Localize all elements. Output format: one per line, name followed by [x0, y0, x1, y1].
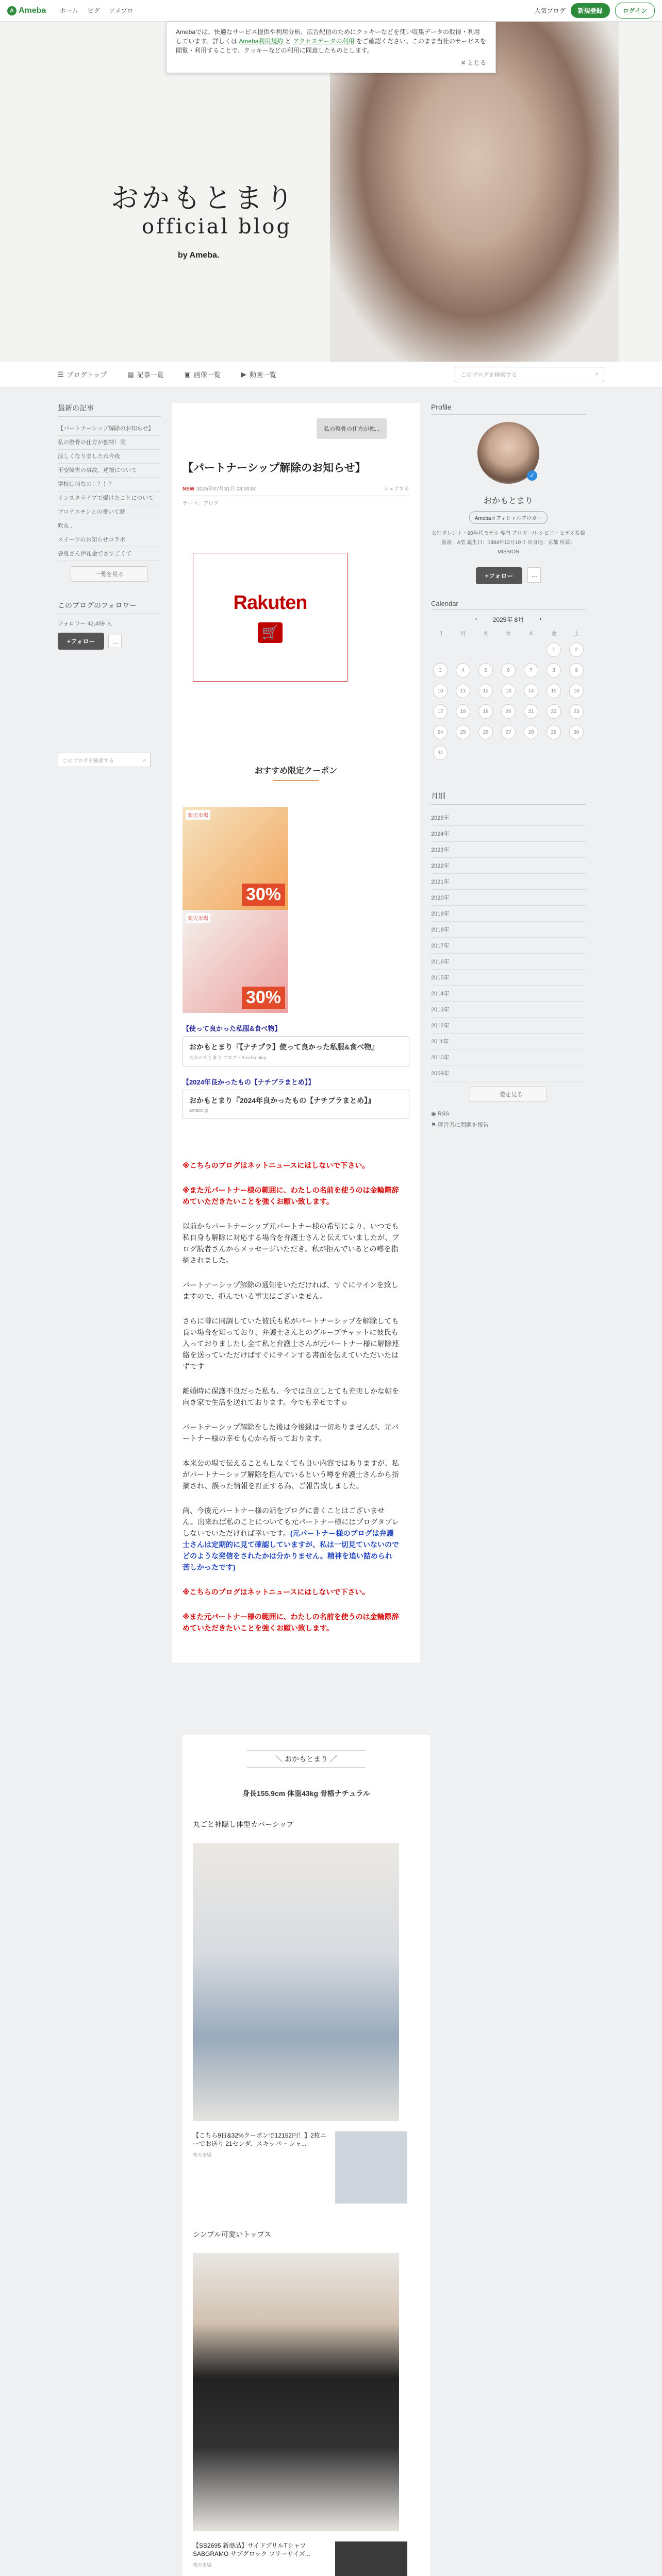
card1-desc: たおかもとまり ブログ・Ameba.blog — [189, 1055, 267, 1060]
paragraph-4: 離婚時に保護不良だった私も、今では自立しとても充実しかな朝を向き家で生活を送れております。今でも幸せです☺︎ — [183, 1387, 399, 1406]
by-ameba-label: by Ameba. — [178, 251, 220, 260]
product-1-title: 【こちら9日&32%クーポンで12152円！】2枚ニーでお送り 21センダ、スキッパー シャ... — [193, 2132, 326, 2147]
latest-item[interactable]: 涼しくなりましたね今夜 — [58, 450, 161, 464]
follower-box — [58, 600, 161, 650]
calendar-day[interactable]: 15 — [547, 684, 561, 698]
nav-video-list-label: 動画一覧 — [249, 371, 276, 379]
archive-item[interactable]: 2018年 — [431, 922, 586, 938]
access-data-link[interactable]: アクセスデータの利用 — [293, 38, 355, 45]
coupon-images — [172, 807, 420, 1118]
calendar-day[interactable]: 18 — [456, 704, 470, 719]
nav-ameblo[interactable]: アメブロ — [109, 7, 134, 14]
post-date: 2025年07月31日 08:00:00 — [196, 486, 257, 492]
archive-item[interactable]: 2015年 — [431, 970, 586, 986]
archive-item[interactable]: 2009年 — [431, 1065, 586, 1081]
share-link[interactable]: シェアする — [384, 486, 409, 492]
paragraph-1: 以前からパートナーシップ元パートナー様の希望により、いつでも私自身も解除に対応する場合を弁護士さんと伝えていましたが、ブログ読者さんからメッセージいただき、私が拒んでいるとの噂を指摘されました。 — [183, 1222, 399, 1264]
archive-more-button[interactable]: 一覧を見る — [470, 1087, 547, 1102]
archive-title: 月別 — [431, 791, 586, 805]
product-2-shop: 楽天市場 — [193, 2563, 212, 2568]
more-options-icon[interactable]: … — [527, 567, 541, 583]
nav-video-list[interactable] — [241, 369, 276, 379]
weekday: 火 — [483, 631, 488, 637]
calendar-day[interactable]: 20 — [501, 704, 516, 719]
paragraph-2: パートナーシップ解除の通知をいただければ、すぐにサインを致しますので、拒んでいる事実はございません。 — [183, 1281, 399, 1300]
calendar-title: Calendar — [431, 600, 586, 610]
cookie-text-mid: と — [285, 38, 291, 45]
latest-item[interactable]: 吹＆... — [58, 519, 161, 533]
calendar-day[interactable]: 29 — [547, 725, 561, 739]
profile-card — [431, 403, 586, 584]
fashion-photo-1[interactable] — [193, 1843, 399, 2121]
blog-card[interactable] — [183, 1090, 409, 1118]
archive-item[interactable]: 2016年 — [431, 954, 586, 970]
archive-item[interactable]: 2022年 — [431, 858, 586, 874]
calendar-day[interactable]: 25 — [456, 725, 470, 739]
product-row[interactable] — [193, 2541, 430, 2576]
rss-link[interactable] — [431, 1108, 586, 1120]
coupon-tag: 楽天市場 — [186, 913, 210, 923]
top-actions — [535, 3, 655, 19]
archive-item[interactable]: 2021年 — [431, 874, 586, 890]
calendar-month: 2025年 8月 — [492, 616, 524, 623]
card2-desc: amebo.jp — [189, 1108, 209, 1113]
weekday: 日 — [438, 631, 443, 637]
nav-blog-top[interactable] — [58, 369, 107, 379]
rakuten-ad[interactable] — [193, 553, 347, 682]
register-button[interactable]: 新規登録 — [571, 3, 610, 18]
archive-item[interactable]: 2020年 — [431, 890, 586, 906]
post-body — [172, 1118, 420, 1634]
latest-item[interactable]: 私の整骨の仕方が独特！笑 — [58, 436, 161, 450]
coupon-underline — [273, 780, 319, 781]
verified-icon: ✓ — [527, 470, 537, 481]
nav-image-list-label: 画像一覧 — [193, 371, 221, 379]
login-button[interactable]: ログイン — [615, 3, 655, 19]
product-thumb[interactable] — [335, 2131, 407, 2204]
post-theme[interactable]: テーマ：ブログ — [183, 501, 219, 506]
cookie-text-1: Amebaでは、快適なサービス提供や利用分析、広告配信のためにクッキーなどを使い収集データの取得・利用しています。詳しくは — [176, 28, 481, 45]
notice-2: ※また元パートナー様の範囲に、わたしの名前を使うのは金輪際辞めていただきたいことを強くお願い致します。 — [183, 1186, 399, 1206]
product-row[interactable] — [193, 2131, 430, 2204]
weekday: 木 — [528, 631, 534, 637]
calendar-day[interactable]: 16 — [569, 684, 584, 698]
latest-item[interactable]: 【パートナーシップ解除のお知らせ】 — [58, 422, 161, 436]
rss-label: RSS — [437, 1111, 450, 1117]
terms-link[interactable]: Ameba利用規約 — [239, 38, 284, 45]
nav-image-list[interactable] — [185, 369, 221, 379]
top-nav — [59, 6, 133, 15]
latest-title: 最新の記事 — [58, 403, 161, 417]
weekday: 土 — [574, 631, 579, 637]
profile-stats: 身長155.9cm 体重43kg 骨格ナチュラル — [242, 1789, 371, 1798]
latest-item[interactable]: 学校は何なの！？！？ — [58, 478, 161, 492]
coupon-banner[interactable] — [183, 910, 288, 1013]
calendar-day[interactable]: 21 — [524, 704, 538, 719]
right-sidebar — [431, 403, 586, 1146]
archive-list — [431, 810, 586, 1081]
latest-item[interactable]: インスタライブで爆けたことについて — [58, 492, 161, 505]
paragraph-7b: (元パートナー様のブログは弁護士さんは定期的に見て確認していますが、私は一切見ていないのでどのような発信をされたかは分かりません。精神を追い詰められ苦しかったです) — [183, 1529, 399, 1571]
archive — [431, 791, 586, 1131]
blog-search-input[interactable] — [455, 367, 604, 382]
ameba-logo[interactable] — [7, 6, 46, 15]
calendar-day[interactable]: 27 — [501, 725, 516, 739]
latest-list — [58, 422, 161, 561]
cookie-close-label: とじる — [467, 59, 486, 66]
calendar-day[interactable]: 8 — [547, 663, 561, 677]
video-icon: ▶ — [241, 370, 246, 378]
product-text — [193, 2541, 327, 2576]
post-header — [172, 403, 420, 506]
notice-4: ※また元パートナー様の範囲に、わたしの名前を使うのは金輪際辞めていただきたいことを強くお願い致します。 — [183, 1613, 399, 1632]
blog-title[interactable]: おかもとまり — [111, 182, 296, 214]
profile-block — [183, 1735, 430, 1809]
calendar-day[interactable]: 4 — [456, 663, 470, 677]
avatar[interactable] — [477, 422, 539, 484]
chevron-right-icon[interactable]: › — [539, 615, 542, 622]
calendar-day[interactable]: 9 — [569, 663, 584, 677]
home-icon: ☰ — [58, 370, 64, 378]
follow-button[interactable]: +フォロー — [58, 633, 104, 650]
search-icon[interactable]: ⌕ — [143, 757, 146, 763]
archive-item[interactable]: 2024年 — [431, 826, 586, 842]
nav-pigg[interactable]: ピグ — [87, 7, 100, 14]
calendar-day[interactable]: 17 — [433, 704, 448, 719]
profile-follow-button[interactable]: +フォロー — [476, 567, 522, 584]
fashion-photo-2[interactable] — [193, 2253, 399, 2531]
main-article — [172, 403, 420, 1663]
nav-home[interactable]: ホーム — [59, 7, 78, 14]
profile-name[interactable]: おかもとまり — [483, 497, 533, 505]
profile-banner: ＼ おかもとまり ／ — [247, 1750, 366, 1768]
archive-item[interactable]: 2012年 — [431, 1018, 586, 1033]
blog-subtitle: official blog — [142, 215, 292, 239]
calendar-day[interactable]: 19 — [478, 704, 493, 719]
profile-follow-row — [431, 567, 586, 584]
weekday: 水 — [506, 631, 511, 637]
blog-card[interactable] — [183, 1036, 409, 1066]
calendar-day[interactable]: 23 — [569, 704, 584, 719]
profile-title: Profile — [431, 403, 586, 415]
flag-icon: ⚑ — [431, 1122, 438, 1128]
blog-search-placeholder: このブログを検索する — [460, 371, 517, 378]
calendar-day[interactable]: 3 — [433, 663, 448, 677]
calendar-day[interactable]: 13 — [501, 684, 516, 698]
weekday: 月 — [460, 631, 466, 637]
paragraph-7 — [183, 1505, 399, 1573]
product-1-shop: 楽天市場 — [193, 2153, 212, 2158]
popular-blog-link[interactable]: 人気ブログ — [534, 7, 566, 14]
section-heading-2: シンプル可愛いトップス — [193, 2230, 272, 2239]
section-heading-1: 丸ごと神隠し体型カバーシップ — [193, 1820, 294, 1828]
report-link[interactable] — [431, 1120, 586, 1131]
archive-item[interactable]: 2017年 — [431, 938, 586, 954]
latest-more-button[interactable]: 一覧を見る — [71, 566, 148, 582]
calendar-day[interactable]: 14 — [524, 684, 538, 698]
follower-count: フォロワー 42,459 人 — [58, 621, 112, 627]
archive-item[interactable]: 2010年 — [431, 1049, 586, 1065]
card1-title: おかもとまり『【ナチプラ】使って良かった私服&食べ物』 — [189, 1043, 379, 1051]
rss-icon: ◉ — [431, 1111, 438, 1117]
new-badge: NEW — [183, 486, 195, 492]
archive-item[interactable]: 2014年 — [431, 986, 586, 1002]
archive-item[interactable]: 2019年 — [431, 906, 586, 922]
nav-entry-list-label: 記事一覧 — [137, 371, 164, 379]
notice-1: ※こちらのブログはネットニュースにはしないで下さい。 — [183, 1161, 370, 1170]
calendar-day[interactable]: 5 — [478, 663, 493, 677]
calendar-day[interactable]: 1 — [547, 642, 561, 657]
left-sidebar — [58, 403, 161, 767]
latest-item[interactable]: スイーツのお知らせコラボ — [58, 533, 161, 547]
coupon-banner[interactable] — [183, 807, 288, 910]
calendar-day[interactable]: 6 — [501, 663, 516, 677]
paragraph-6: 本来公の場で伝えることもしなくても良い内容ではありますが、私がパートナーシップ解除を拒んでいるという噂を弁護士さんから指摘され、誤った情報を訂正する為、ご報告致しました。 — [183, 1459, 399, 1490]
content-layout — [0, 387, 662, 1663]
calendar-day[interactable]: 30 — [569, 725, 584, 739]
archive-item[interactable]: 2011年 — [431, 1033, 586, 1049]
calendar-day[interactable]: 11 — [456, 684, 470, 698]
image-icon: ▣ — [184, 370, 191, 378]
calendar-day[interactable]: 28 — [524, 725, 538, 739]
profile-desc: 女性タレント・90年代モデル 専門 ブロガー/レシピエ・ビデオ投稿 血液：A型 誕生日：1984年12月10日 出身地：京都 所属：MISSION — [431, 531, 586, 555]
calendar-day[interactable]: 7 — [524, 663, 538, 677]
post-title: 【パートナーシップ解除のお知らせ】 — [183, 462, 366, 474]
report-label: 運営者に問題を報告 — [437, 1122, 489, 1128]
official-badge: Amebaオフィシャルブロガー — [469, 511, 548, 524]
calendar-day[interactable]: 22 — [547, 704, 561, 719]
calendar-day[interactable]: 2 — [569, 642, 584, 657]
card2-title: おかもとまり『2024年良かったもの【ナチプラまとめ】』 — [189, 1096, 375, 1105]
nav-blog-top-label: ブログトップ — [67, 371, 107, 379]
ameba-logo-text: Ameba — [19, 6, 46, 15]
cookie-close-button[interactable]: ✕ とじる — [460, 59, 486, 66]
paragraph-7a: 尚、今後元パートナー様の話をブログに書くことはございません。出来れば私のことについても元パートナー様にはプログタブレしないでいただければ幸いです。 — [183, 1506, 399, 1537]
product-thumb[interactable] — [335, 2541, 407, 2576]
archive-item[interactable]: 2013年 — [431, 1002, 586, 1018]
latest-item[interactable]: 暑夏さん伊礼金でさすごくて — [58, 547, 161, 561]
card2-link[interactable]: 【2024年良かったもの【ナチプラまとめ】】 — [183, 1078, 315, 1086]
coupon-title: おすすめ限定クーポン — [254, 767, 338, 775]
product-text — [193, 2131, 327, 2204]
cookie-banner — [166, 22, 496, 73]
archive-item[interactable]: 2025年 — [431, 810, 586, 826]
calendar-grid — [431, 629, 586, 760]
product-2-title: 【SS2695 新商品】サイドプリルTシャツ SABGRAMO サブグロック フリーサイズ... — [193, 2542, 310, 2557]
list-icon: ▤ — [127, 370, 134, 378]
coupon-percent: 30% — [242, 884, 285, 906]
calendar-day[interactable]: 31 — [433, 745, 448, 760]
coupon-percent: 30% — [242, 987, 285, 1009]
follow-row — [58, 633, 161, 650]
left-search-placeholder: このブログを検索する — [62, 758, 114, 764]
profile-section — [183, 1735, 430, 2576]
left-search-input[interactable] — [58, 753, 151, 767]
calendar — [431, 600, 586, 760]
prev-post-button[interactable]: 私の整骨の仕方が独... — [317, 418, 387, 439]
rakuten-logo: Rakuten — [233, 591, 307, 614]
coupon-tag: 楽天市場 — [186, 810, 210, 820]
cookie-text-2: をご確認ください。このまま当社のサービスを閲覧・利用することで、クッキーなどの利用に同意したものとします。 — [176, 38, 486, 54]
calendar-day[interactable]: 24 — [433, 725, 448, 739]
nav-entry-list[interactable] — [127, 369, 163, 379]
weekday: 金 — [551, 631, 556, 637]
more-options-icon[interactable]: … — [108, 635, 122, 648]
paragraph-5: パートナーシップ解除をした後は今後縁は一切ありませんが、元パートナー様の幸せも心から祈っております。 — [183, 1423, 399, 1443]
ameba-logo-icon: A — [7, 6, 16, 15]
top-bar — [0, 0, 662, 66]
rss-block — [431, 1108, 586, 1131]
post-meta — [183, 484, 409, 496]
calendar-day[interactable]: 26 — [478, 725, 493, 739]
card1-link[interactable]: 【使って良かった私服&食べ物】 — [183, 1025, 282, 1032]
paragraph-3: さらに噂に同調していた彼氏も私がパートナーシップを解除しても良い場合を知っており、弁護士さんとのグループチャットに彼氏も入っておりましたし全て私と弁護士さんが元パートナー様に解除連絡を送っていただけばすぐにサインする書面を伝えていただいたはずです — [183, 1317, 399, 1370]
notice-3: ※こちらのブログはネットニュースにはしないで下さい。 — [183, 1588, 370, 1596]
calendar-day[interactable]: 12 — [478, 684, 493, 698]
latest-item[interactable]: 不安障害の事故、逆境について — [58, 464, 161, 478]
latest-item[interactable]: プロテスチンとの書いて眠 — [58, 505, 161, 519]
chevron-left-icon[interactable]: ‹ — [475, 615, 477, 622]
calendar-month-nav — [431, 615, 586, 624]
search-icon[interactable]: ⌕ — [595, 371, 599, 377]
calendar-day[interactable]: 10 — [433, 684, 448, 698]
cart-icon: 🛒 — [258, 622, 283, 643]
blog-nav — [0, 362, 662, 387]
fashion-section — [183, 1809, 430, 2576]
archive-item[interactable]: 2023年 — [431, 842, 586, 858]
follower-title: このブログのフォロワー — [58, 600, 161, 614]
